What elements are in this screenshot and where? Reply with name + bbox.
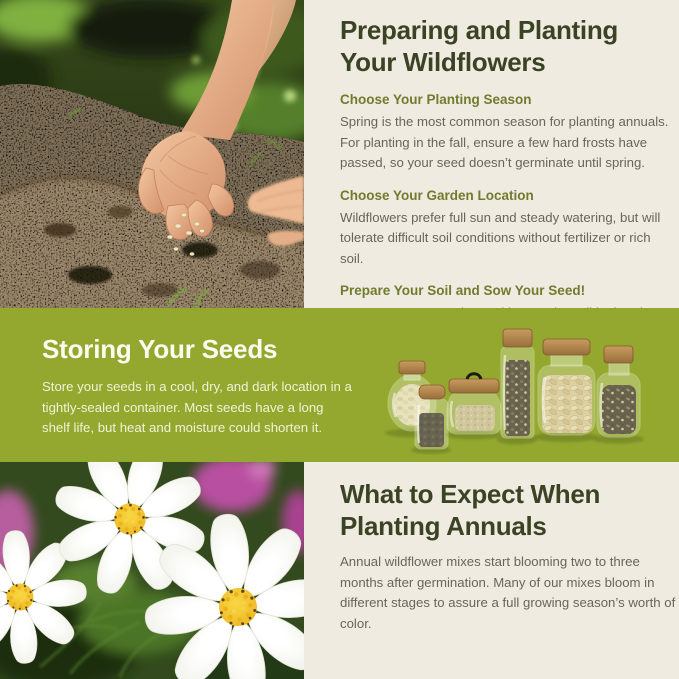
jar-flat-pale-seeds: [538, 339, 595, 435]
top-title-line-2: Your Wildflowers: [340, 47, 546, 77]
body-planting-season: Spring is the most common season for planting annuals. For planting in the fall, ensure a few hard frosts have passed, so your seed doesn’t germinate until spring.: [340, 114, 669, 170]
band-title: Storing Your Seeds: [42, 334, 278, 364]
seed-jars-illustration: [375, 315, 679, 455]
jar-tan-seeds: [447, 374, 501, 434]
bottom-section-title: [340, 478, 678, 542]
photo-hand-sowing-seeds: [0, 0, 304, 308]
cosmos-flowers-illustration: [0, 462, 304, 679]
jar-tall-dark-seeds: [501, 329, 534, 438]
top-title-line-1: Preparing and Planting: [340, 15, 618, 45]
hand-sowing-illustration: [0, 0, 304, 308]
top-section-title: [340, 14, 676, 78]
bottom-title-line-1: What to Expect When: [340, 479, 601, 509]
bottom-body: Annual wildflower mixes start blooming two to three months after germination. Many of our mixes bloom in different stages to assure a full growing season’s worth of color.: [340, 554, 676, 631]
jar-small-dark-seeds: [415, 385, 448, 449]
subheading-planting-season: Choose Your Planting Season: [340, 92, 532, 107]
bottom-title-line-2: Planting Annuals: [340, 511, 547, 541]
lid-loop-handle: [467, 374, 481, 379]
photo-white-cosmos-flowers: [0, 462, 304, 679]
jar-mixed-dark-seeds: [597, 346, 640, 437]
bottom-text-column: [340, 478, 678, 634]
band-body: Store your seeds in a cool, dry, and dark location in a tightly-sealed container. Most seeds have a long shelf life, but heat and moisture could shorten it.: [42, 379, 352, 435]
subheading-garden-location: Choose Your Garden Location: [340, 187, 534, 203]
subheading-prepare-soil: Prepare Your Soil and Sow Your Seed!: [340, 283, 586, 298]
body-garden-location: Wildflowers prefer full sun and steady watering, but will tolerate difficult soil conditions without fertilizer or rich soil.: [340, 209, 661, 266]
photo-seed-jars: [375, 315, 679, 455]
band-text-column: [42, 334, 352, 439]
